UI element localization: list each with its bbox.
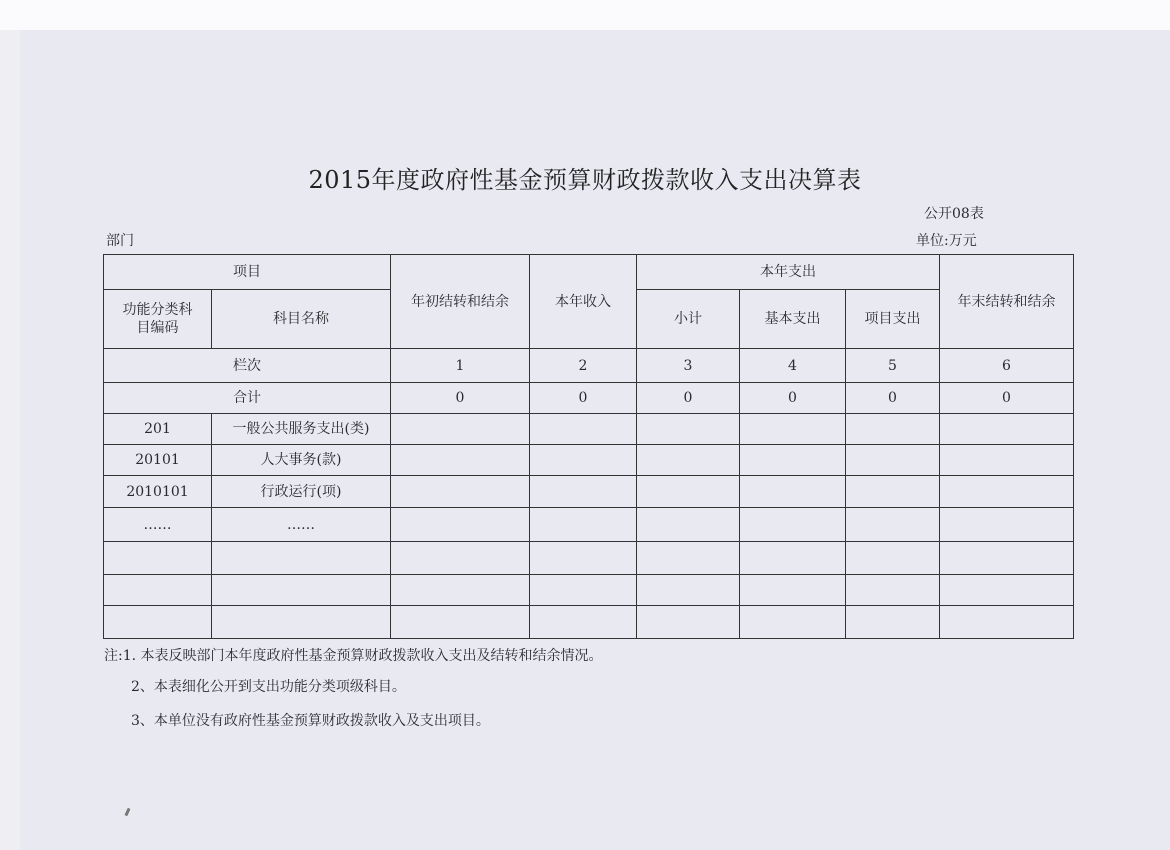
column-number-cell: 1 — [391, 349, 530, 383]
row-code: 2010101 — [104, 476, 212, 508]
header-project: 项目支出 — [846, 290, 940, 349]
note-1: 注:1. 本表反映部门本年度政府性基金预算财政拨款收入支出及结转和结余情况。 — [104, 648, 603, 664]
empty-row — [104, 606, 1074, 639]
total-cell: 0 — [391, 383, 530, 414]
total-cell: 0 — [740, 383, 846, 414]
header-expenditure: 本年支出 — [637, 255, 940, 290]
header-row-1 — [104, 255, 1074, 290]
row-code: …… — [104, 508, 212, 542]
total-cell: 0 — [940, 383, 1074, 414]
form-number: 公开08表 — [924, 206, 984, 222]
row-code: 201 — [104, 414, 212, 445]
scan-top-margin — [0, 0, 1170, 30]
total-cell: 0 — [637, 383, 740, 414]
header-income: 本年收入 — [530, 255, 637, 349]
table-row — [104, 508, 1074, 542]
total-cell: 0 — [846, 383, 940, 414]
header-subject-name: 科目名称 — [212, 290, 391, 349]
header-basic: 基本支出 — [740, 290, 846, 349]
header-opening-balance: 年初结转和结余 — [391, 255, 530, 349]
department-label: 部门 — [106, 233, 134, 249]
empty-row — [104, 575, 1074, 606]
column-number-cell: 3 — [637, 349, 740, 383]
unit-label: 单位:万元 — [916, 233, 977, 249]
empty-row — [104, 542, 1074, 575]
column-number-cell: 2 — [530, 349, 637, 383]
header-subtotal: 小计 — [637, 290, 740, 349]
table-row — [104, 414, 1074, 445]
note-2: 2、本表细化公开到支出功能分类项级科目。 — [131, 679, 406, 695]
row-name: …… — [212, 508, 391, 542]
row-name: 一般公共服务支出(类) — [212, 414, 391, 445]
total-cell: 0 — [530, 383, 637, 414]
row-name: 行政运行(项) — [212, 476, 391, 508]
column-number-cell: 4 — [740, 349, 846, 383]
column-number-row — [104, 349, 1074, 383]
header-item: 项目 — [104, 255, 391, 290]
column-number-label: 栏次 — [104, 349, 391, 383]
column-number-cell: 6 — [940, 349, 1074, 383]
row-name: 人大事务(款) — [212, 445, 391, 476]
header-closing-balance: 年末结转和结余 — [940, 255, 1074, 349]
document-title: 2015年度政府性基金预算财政拨款收入支出决算表 — [308, 166, 862, 194]
column-number-cell: 5 — [846, 349, 940, 383]
fund-budget-table — [103, 254, 1074, 639]
table-row — [104, 476, 1074, 508]
note-3: 3、本单位没有政府性基金预算财政拨款收入及支出项目。 — [131, 713, 490, 729]
total-row — [104, 383, 1074, 414]
total-label: 合计 — [104, 383, 391, 414]
header-func-code: 功能分类科目编码 — [104, 290, 212, 349]
table-row — [104, 445, 1074, 476]
row-code: 20101 — [104, 445, 212, 476]
